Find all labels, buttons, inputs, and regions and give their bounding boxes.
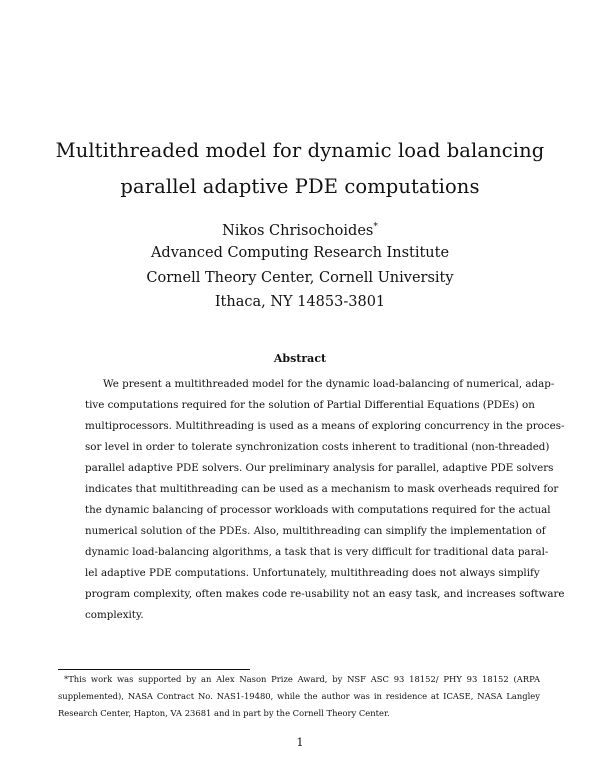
footnote-line: *This work was supported by an Alex Nason Prize Award, by NSF ASC 93 18152/ PHY 93 18152 (ARPA [64,674,540,684]
abstract-line: parallel adaptive PDE solvers. Our preliminary analysis for parallel, adaptive PDE solvers [85,462,554,474]
abstract-line: program complexity, often makes code re-usability not an easy task, and increases software [85,588,565,600]
abstract-line: We present a multithreaded model for the dynamic load-balancing of numerical, adap- [103,378,555,390]
abstract-line: the dynamic balancing of processor workloads with computations required for the actual [85,504,551,516]
abstract-line: dynamic load-balancing algorithms, a task that is very difficult for traditional data paral- [85,546,549,558]
author-footnote-mark: * [373,222,378,233]
abstract-line: sor level in order to tolerate synchronization costs inherent to traditional (non-threaded) [85,441,550,453]
footnote-line: supplemented), NASA Contract No. NAS1-19480, while the author was in residence at ICASE, NASA Langley [58,691,540,701]
title-line-2: parallel adaptive PDE computations [120,175,480,198]
abstract-heading: Abstract [273,352,327,365]
abstract-line: numerical solution of the PDEs. Also, multithreading can simplify the implementation of [85,525,546,537]
affiliation-line-1: Advanced Computing Research Institute [150,245,450,261]
abstract-line: tive computations required for the solution of Partial Differential Equations (PDEs) on [85,399,535,411]
abstract-line: indicates that multithreading can be used as a mechanism to mask overheads required for [85,483,559,495]
author-name [0,223,600,239]
abstract-line: complexity. [85,609,144,621]
title-line-1: Multithreaded model for dynamic load balancing [55,139,545,162]
page-number: 1 [296,736,304,749]
abstract-line: lel adaptive PDE computations. Unfortunately, multithreading does not always simplify [85,567,540,579]
footnote-rule [58,669,250,670]
abstract-line: multiprocessors. Multithreading is used as a means of exploring concurrency in the proces- [85,420,565,432]
affiliation-line-2: Cornell Theory Center, Cornell University [146,270,454,286]
affiliation-line-3: Ithaca, NY 14853-3801 [214,294,386,310]
author-name-text: Nikos Chrisochoides [222,223,374,239]
footnote-line: Research Center, Hapton, VA 23681 and in part by the Cornell Theory Center. [58,708,390,718]
